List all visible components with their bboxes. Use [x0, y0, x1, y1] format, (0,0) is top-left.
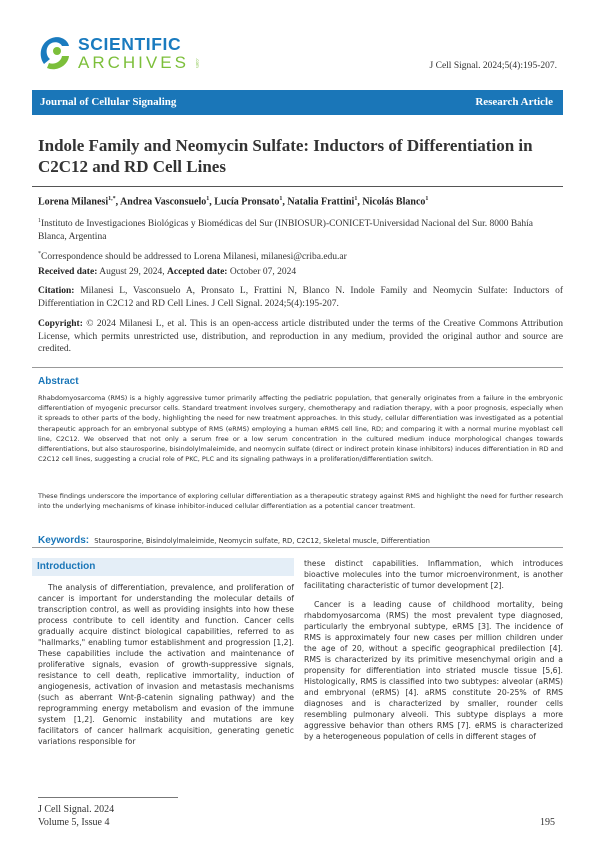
article-type: Research Article: [475, 96, 553, 108]
footer-divider: [38, 797, 178, 798]
author-sup: 1: [279, 196, 283, 202]
publisher-logo: [38, 32, 208, 76]
citation-block: Citation: Milanesi L, Vasconsuelo A, Pronsato L, Frattini N, Blanco N. Indole Family and Neomycin Sulfate: Inductors of Differentiation in C2C12 and RD Cell Lines. J Cell Signal. 2024;5(4):195-207.: [38, 286, 563, 309]
author-name: Andrea Vasconsuelo: [120, 196, 207, 208]
author-list: Lorena Milanesi$^{1,*}$, Andrea Vasconsuelo$^1$, Lucía Pronsato$^1$, Natalia Frattini$^1$, Nicolás Blanco$^1$: [38, 196, 429, 208]
accepted-label: Accepted date:: [167, 267, 228, 277]
abstract-paragraph-2: These findings underscore the importance of exploring cellular differentiation as a therapeutic strategy against RMS and highlight the need for further research into the underlying mechanisms of kinase inhibitor-induced cellular differentiation as a potential cancer treatment.: [38, 492, 563, 511]
intro-paragraph: The analysis of differentiation, prevalence, and proliferation of cancer is important for understanding the molecular details of transcription control, as well as providing insights into how these process contribute to cell identity and function. Cancer cells gradually acquire distinct biological capabilities, referred to as "hallmarks," enabling tumor establishment and progression [1,2]. These capabilities include the activation and maintenance of proliferative signals, evasion of growth-suppressive signals, resistance to cell death, replicative immortality, induction of angiogenesis, activation of invasion and metastasis mechanisms (such as aberrant Wnt-β-catenin signaling pathway) and the reprogramming energy metabolism and evasion of the immune system [1,2]. Genomic instability and mutations are key facilitators of cancer hallmark acquisition, generating genetic variations responsible for: [38, 583, 294, 746]
logo-wordmark-bottom: ARCHIVES: [78, 53, 189, 72]
abstract-paragraph-1: Rhabdomyosarcoma (RMS) is a highly aggressive tumor primarily affecting the pediatric population, that generally originates from a failure in the embryonic differentiation of myogenic precursor cells. Standard treatment involves surgery, chemotherapy and radiation therapy, with a poor prognosis, especially when it spreads to other parts of the body, highlighting the need for new treatment approaches. In this study, cellular differentiation was investigated as a potential therapeutic approach for an embryonal subtype of RMS (eRMS) employing a human eRMS cell line, RD; and comparing it with a normal murine myoblast cell line, C2C12. We observed that not only a serum free or a low serum concentration in the cultured medium induce morphological changes towards differentiations, but also staurosporine, bisindolylmaleimide, and neomycin sulfate (direct or indirect protein kinase inhibitors) induces differentiation in RD and C2C12 cell lines, suggesting a crucial role of PKC, PLC and its signaling pathways in a proliferation/differentiation switch.: [38, 394, 563, 464]
keywords-divider: [32, 547, 563, 548]
author-name: Lucía Pronsato: [214, 196, 280, 208]
intro-paragraph: these distinct capabilities. Inflammation, which introduces bioactive molecules into the tumor microenvironment, is another facilitating characteristic of tumor development [2].: [304, 559, 563, 590]
footer-journal-info: [38, 804, 114, 829]
introduction-heading-box: [32, 558, 294, 576]
logo-wordmark-top: SCIENTIFIC: [78, 34, 182, 54]
header-citation: J Cell Signal. 2024;5(4):195-207.: [429, 61, 557, 71]
journal-banner: [32, 90, 563, 115]
article-title: Indole Family and Neomycin Sulfate: Inductors of Differentiation in C2C12 and RD Cell Lines: [38, 136, 533, 176]
keywords-label: Keywords:: [38, 535, 90, 546]
author-sup: 1: [354, 196, 358, 202]
footer-volume: Volume 5, Issue 4: [38, 816, 110, 828]
keywords-text: Staurosporine, Bisindolylmaleimide, Neomycin sulfate, RD, C2C12, Skeletal muscle, Differentiation: [94, 537, 430, 545]
affiliation: $^1$Instituto de Investigaciones Biológicas y Biomédicas del Sur (INBIOSUR)-CONICET-Universidad Nacional del Sur. 8000 Bahía Blanca, Argentina: [38, 218, 533, 242]
footer-journal: J Cell Signal. 2024: [38, 804, 115, 815]
author-name: Natalia Frattini: [287, 196, 355, 208]
keywords: [38, 528, 563, 547]
author-sup: 1,*: [108, 196, 116, 202]
author-name: Nicolás Blanco: [362, 196, 426, 208]
abstract-heading: Abstract: [38, 376, 79, 387]
left-column: [38, 582, 294, 747]
author-name: Lorena Milanesi: [38, 196, 109, 208]
abstract-top-divider: [32, 367, 563, 368]
page-number: 195: [540, 817, 555, 828]
introduction-heading: Introduction: [37, 561, 96, 572]
author-sup: 1: [206, 196, 210, 202]
intro-paragraph: Cancer is a leading cause of childhood mortality, being rhabdomyosarcoma (RMS) the most prevalent type diagnosed, particularly the embryonal subtype, eRMS [3]. The incidence of RMS is approximately four new cases per million children under the age of 20, without a specific geographical predilection [4]. RMS is characterized by its primitive mesenchymal origin and a propensity for differentiation into striated muscle tissue [5,6]. Histologically, RMS is classified into two subtypes: alveolar (aRMS) and embryonal (eRMS) [4]. aRMS constitute 20-25% of RMS diagnoses and is characterized by smaller, rounder cells resembling pulmonary alveoli. This subtype displays a more aggressive behavior than others RMS [7]. eRMS is characterized by a heterogeneous population of cells in different stages of: [304, 600, 563, 741]
accepted-date: October 07, 2024: [229, 267, 297, 277]
received-label: Received date:: [38, 267, 98, 277]
logo-mark-icon: [38, 34, 72, 72]
received-date: August 29, 2024,: [99, 267, 165, 277]
author-sup: 1: [425, 196, 429, 202]
right-column: [304, 558, 563, 742]
dates: [38, 266, 563, 279]
correspondence: *Correspondence should be addressed to Lorena Milanesi, milanesi@criba.edu.ar: [38, 251, 347, 263]
copyright-block: Copyright: © 2024 Milanesi L, et al. This is an open-access article distributed under the terms of the Creative Commons Attribution License, which permits unrestricted use, distribution, and reproduction in any medium, provided the original author and source are credited.: [38, 319, 564, 354]
journal-name: Journal of Cellular Signaling: [40, 96, 177, 108]
logo-dotcom: .com: [195, 58, 200, 68]
title-divider: [32, 186, 563, 187]
